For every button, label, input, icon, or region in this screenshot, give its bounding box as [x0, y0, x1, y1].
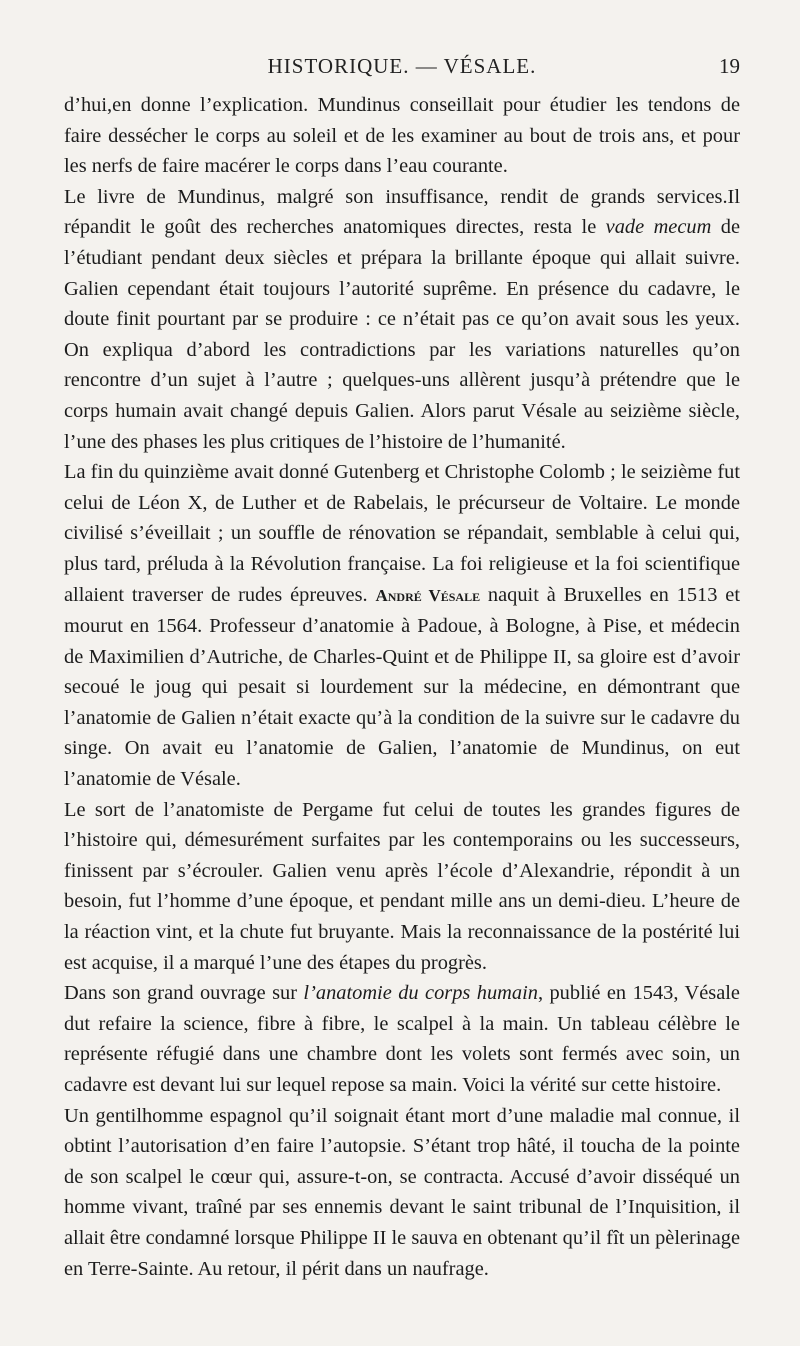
italic-title: l’anatomie du corps humain	[303, 982, 538, 1005]
paragraph-2	[64, 182, 740, 457]
text-segment: naquit à Bruxelles en 1513 et mourut en 1564. Professeur d’anatomie à Padoue, à Bologne, à Pise, et médecin de Maximilien d’Autriche, de Charles-Quint et de Philippe II, sa gloire est d’avoir secoué le joug qui pesait si lourdement sur la médecine, en démontrant que l’anatomie de Galien n’était exacte qu’à la condition de la suivre sur le cadavre du singe. On avait eu l’anatomie de Galien, l’anatomie de Mundinus, on eut l’anatomie de Vésale.	[64, 583, 740, 791]
text-segment: La fin du quinzième avait donné Gutenberg et Christophe Colomb ; le seizième fut celui de Léon X, de Luther et de Rabelais, le précurseur de Voltaire. Le monde civilisé s’éveillait ; un souffle de rénovation se répandait, semblable à celui qui, plus tard, préluda à la Révolution française. La foi religieuse et la foi scientifique allaient traverser de rudes épreuves.	[64, 461, 740, 606]
paragraph-1	[64, 90, 740, 182]
text-segment: Un gentilhomme espagnol qu’il soignait étant mort d’une maladie mal connue, il obtint l’autorisation d’en faire l’autopsie. S’étant trop hâté, il toucha de la pointe de son scalpel le cœur qui, assure-t-on, se contracta. Accusé d’avoir disséqué un homme vivant, traîné par ses ennemis devant le saint tribunal de l’Inquisition, il allait être condamné lorsque Philippe II le sauva en obtenant qu’il fît un pèlerinage en Terre-Sainte. Au retour, il périt dans un naufrage.	[64, 1104, 740, 1280]
person-name: André Vésale	[375, 585, 481, 605]
text-segment: Le sort de l’anatomiste de Pergame fut celui de toutes les grandes figures de l’histoire qui, démesurément surfaites par les contemporains ou les successeurs, finissent par s’écrouler. Galien venu après l’école d’Alexandrie, répondit à un besoin, fut l’homme d’une époque, et pendant mille ans un demi-dieu. L’heure de la réaction vint, et la chute fut bruyante. Mais la reconnaissance de la postérité lui est acquise, il a marqué l’une des étapes du progrès.	[64, 798, 740, 974]
paragraph-3	[64, 457, 740, 795]
paragraph-4	[64, 795, 740, 979]
italic-title: vade mecum	[605, 216, 712, 239]
text-segment: de l’étudiant pendant deux siècles et prépara la brillante époque qui allait suivre. Galien cependant était toujours l’autorité suprême. En présence du cadavre, le doute finit pourtant par se produire : ce n’était pas ce qu’on avait sous les yeux. On expliqua d’abord les contradictions par les variations naturelles qu’on rencontre d’un sujet à l’autre ; quelques-uns allèrent jusqu’à prétendre que le corps humain avait changé depuis Galien. Alors parut Vésale au seizième siècle, l’une des phases les plus critiques de l’histoire de l’humanité.	[64, 216, 741, 453]
paragraph-5	[64, 978, 740, 1100]
paragraph-6	[64, 1101, 740, 1285]
text-segment: , publié en 1543, Vésale dut refaire la science, fibre à fibre, le scalpel à la main. Un tableau célèbre le représente réfugié dans une chambre dont les volets sont fermés avec soin, un cadavre est devant lui sur lequel repose sa main. Voici la vérité sur cette histoire.	[64, 982, 740, 1096]
page-number: 19	[719, 54, 740, 78]
text-segment: Le livre de Mundinus, malgré son insuffisance, rendit de grands services.Il répandit le goût des recherches anatomiques directes, resta le	[64, 185, 740, 239]
page-header	[64, 50, 740, 84]
running-head: HISTORIQUE. — VÉSALE.	[267, 54, 537, 78]
body-text	[64, 90, 740, 1284]
text-segment: Dans son grand ouvrage sur	[64, 982, 304, 1005]
text-segment: d’hui,en donne l’explication. Mundinus conseillait pour étudier les tendons de faire dessécher le corps au soleil et de les examiner au bout de trois ans, et pour les nerfs de faire macérer le corps dans l’eau courante.	[64, 94, 740, 178]
